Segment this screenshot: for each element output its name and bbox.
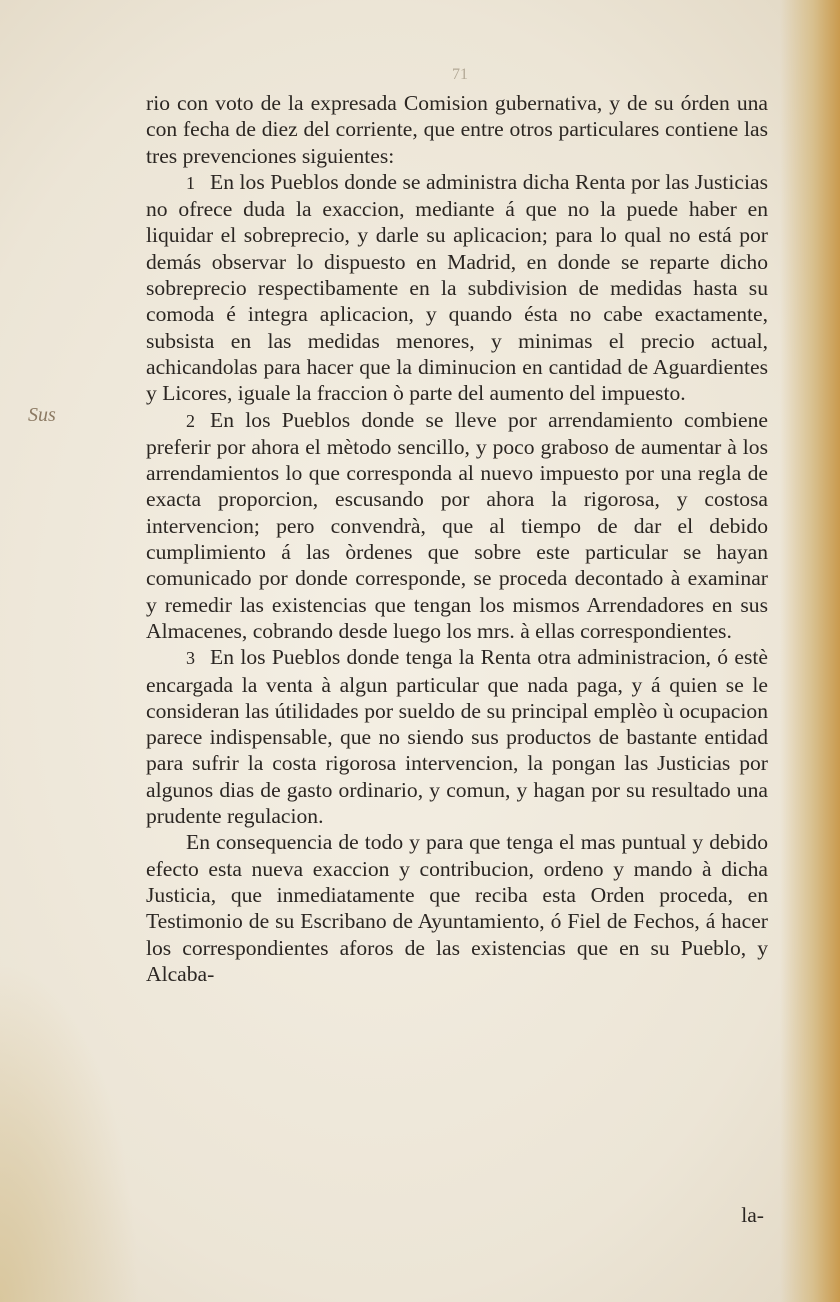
paragraph-text: rio con voto de la expresada Comision gubernativa, y de su órden una con fecha de diez del corriente, que entre otros particulares contiene las tres prevenciones siguientes:: [146, 91, 768, 168]
paragraph-text: En los Pueblos donde se lleve por arrendamiento combiene preferir por ahora el mètodo sencillo, y poco graboso de aumentar à los arrendamientos lo que corresponda al nuevo impuesto por una regla de exacta proporcion, escusando por ahora la rigorosa, y costosa intervencion; pero convendrà, que al tiempo de dar el debido cumplimiento á las òrdenes que sobre este particular se hayan comunicado por donde corresponde, se proceda decontado à examinar y remedir las existencias que tengan los mismos Arrendadores en sus Almacenes, cobrando desde luego los mrs. à ellas correspondientes.: [146, 407, 768, 643]
item-number: 3: [186, 648, 195, 669]
paper-edge-stain: [780, 0, 840, 1302]
paragraph-text: En los Pueblos donde se administra dicha Renta por las Justicias no ofrece duda la exaccion, mediante á que no la puede haber en liquidar el sobreprecio, y darle su aplicacion; para lo qual no está por demás observar lo dispuesto en Madrid, en donde se reparte dicho sobreprecio respectibamente en la subdivision de medidas hasta su comoda é integra aplicacion, y quando ésta no cabe exactamente, subsista en las medidas menores, y minimas el precio actual, achicandolas para hacer que la diminucion en cantidad de Aguardientes y Licores, iguale la fraccion ò parte del aumento del impuesto.: [146, 169, 768, 406]
paper-stain: [0, 962, 140, 1302]
catchword: la-: [741, 1203, 764, 1227]
paragraph-item-3: [146, 644, 768, 829]
paragraph-item-1: [146, 169, 768, 407]
paragraph-item-2: [146, 407, 768, 645]
body-text: [146, 90, 768, 987]
paragraph-conclusion: [146, 829, 768, 987]
item-number: 2: [186, 410, 195, 431]
paragraph-text: En los Pueblos donde tenga la Renta otra administracion, ó estè encargada la venta à algun particular que nada paga, y á quien se le consideran las útilidades por sueldo de su principal emplèo ù ocupacion parece indispensable, que no siendo sus productos de bastante entidad para sufrir la costa rigorosa intervencion, la pongan las Justicias por algunos dias de gasto ordinario, y comun, y hagan por su resultado una prudente regulacion.: [146, 645, 768, 829]
item-number: 1: [186, 172, 195, 193]
margin-note: Sus: [28, 404, 56, 426]
paragraph-intro: [146, 90, 768, 169]
paragraph-text: En consequencia de todo y para que tenga el mas puntual y debido efecto esta nueva exaccion y contribucion, ordeno y mando à dicha Justicia, que inmediatamente que reciba esta Orden proceda, en Testimonio de su Escribano de Ayuntamiento, ó Fiel de Fechos, á hacer los correspondientes aforos de las existencias que en su Pueblo, y Alcaba-: [146, 830, 768, 986]
folio-number: 71: [452, 66, 468, 83]
